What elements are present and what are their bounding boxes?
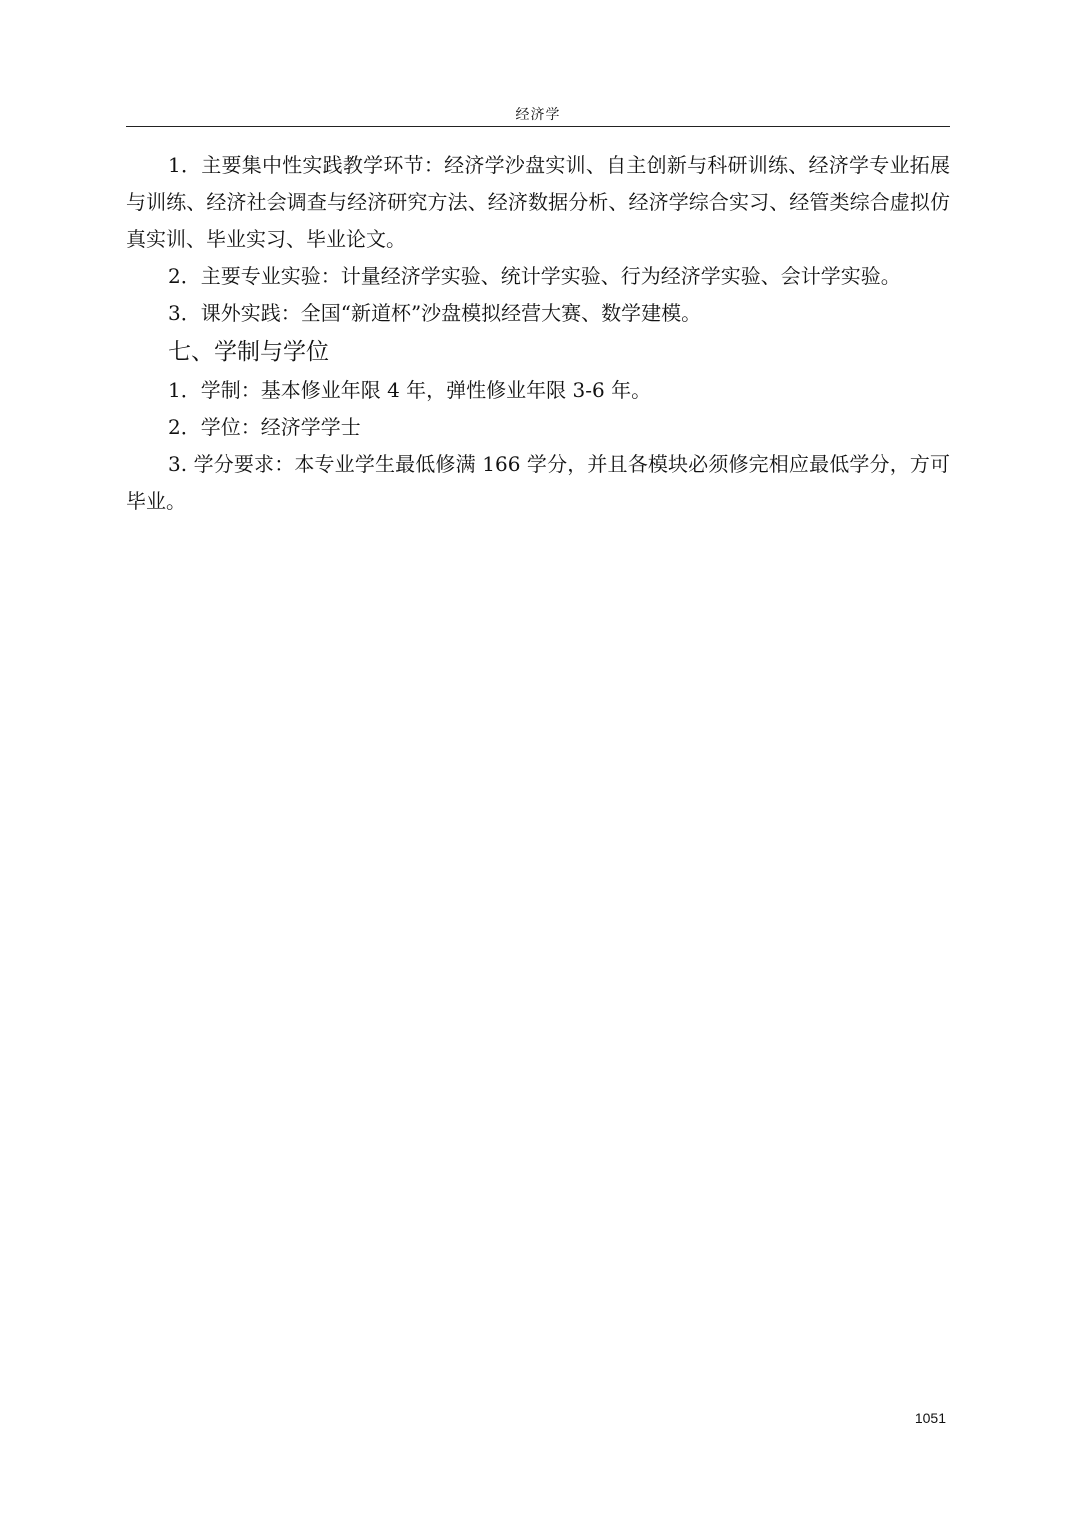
credit-requirement-item: 3. 学分要求：本专业学生最低修满 166 学分，并且各模块必须修完相应最低学分，方可毕业。 xyxy=(126,452,950,513)
degree-item: 2．学位：经济学学士 xyxy=(168,415,361,439)
page-content xyxy=(126,147,950,520)
practice-item-3: 3．课外实践：全国“新道杯”沙盘模拟经营大赛、数学建模。 xyxy=(168,301,702,325)
page-header xyxy=(126,100,950,127)
duration-item: 1．学制：基本修业年限 4 年，弹性修业年限 3-6 年。 xyxy=(168,378,652,402)
practice-item-1: 1．主要集中性实践教学环节：经济学沙盘实训、自主创新与科研训练、经济学专业拓展与训练、经济社会调查与经济研究方法、经济数据分析、经济学综合实习、经管类综合虚拟仿真实训、毕业实习、毕业论文。 xyxy=(126,153,950,251)
page-number: 1051 xyxy=(914,1410,946,1426)
practice-item-2: 2．主要专业实验：计量经济学实验、统计学实验、行为经济学实验、会计学实验。 xyxy=(168,264,901,288)
section-heading: 七、学制与学位 xyxy=(168,339,329,365)
page-header-title: 经济学 xyxy=(515,107,561,123)
